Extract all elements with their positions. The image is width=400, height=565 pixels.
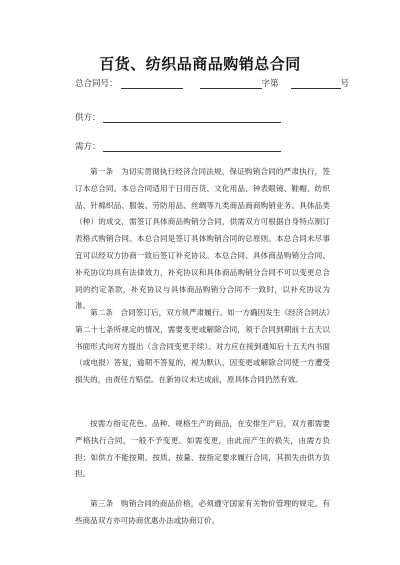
hao-label: 号 bbox=[340, 79, 350, 89]
contract-serial-blank[interactable] bbox=[291, 78, 341, 89]
article-2-supplement-paragraph: 按需方指定花色、品种、规格生产的商品，在安排生产后，双方都需要严格执行合同，一般不予变更。如需变更，由此而产生的损失，由需方负担；如供方不能按期、按质、按量、按指定要求履行合同，其损失由供方负担。 bbox=[75, 419, 330, 479]
buyer-label: 需方： bbox=[75, 142, 101, 152]
zi-label: 字第 bbox=[261, 79, 279, 89]
article-2-paragraph: 第二条 合同签订后，双方须严肃履行。如一方确因发生《经济合同法》第二十七条所规定的情况，需要变更或解除合同，须于合同到期前十五天以书面形式向对方提出（含合同变更手续）。对方应在接到通知后十五天内书面（或电报）答复，逾期不答复的，视为默认，因变更或解除合同使一方遭受损失的，由责任方赔偿。在新协议未达成前，原具体合同仍然有效。 bbox=[75, 308, 330, 385]
buyer-blank[interactable] bbox=[103, 141, 281, 152]
contract-number-blank[interactable] bbox=[121, 78, 183, 89]
article-1-paragraph: 第一条 为切实贯彻执行经济合同法规，保证购销合同的严肃执行，签订本总合同。本总合同适用于日用百货、文化用品、钟表眼镜、鞋帽、纺织品、针棉织品、服装、劳防用品、丝绸等九类商品商商购销业务。具体品类（种）的成交，需签订具体商品购销分合同，供需双方可根据自身特点制订表格式购销合同。本总合同是签订具体购销合同的总原则。本总合同未尽事宜可以经双方协商一致后签订补充协议。本总合同、具体商品购销分合同、补充协议均具有法律效力，补充协议和具体商品购销分合同不可以变更总合同的约定条款，补充协议与具体商品购销分合同不一致时，以补充协议为准。 bbox=[75, 167, 330, 311]
article-3-paragraph: 第三条 购销合同的商品价格，必须遵守国家有关物价管理的规定。有些商品双方亦可协商优惠办法或协商订价。 bbox=[75, 499, 330, 525]
contract-prefix-blank[interactable] bbox=[200, 78, 262, 89]
page-title: 百货、纺织品商品购销总合同 bbox=[99, 55, 301, 73]
supplier-row bbox=[75, 111, 281, 123]
supplier-blank[interactable] bbox=[103, 112, 281, 123]
contract-number-row bbox=[75, 77, 349, 89]
contract-number-label: 总合同号： bbox=[75, 79, 118, 89]
supplier-label: 供方： bbox=[75, 113, 101, 123]
buyer-row bbox=[75, 140, 281, 152]
